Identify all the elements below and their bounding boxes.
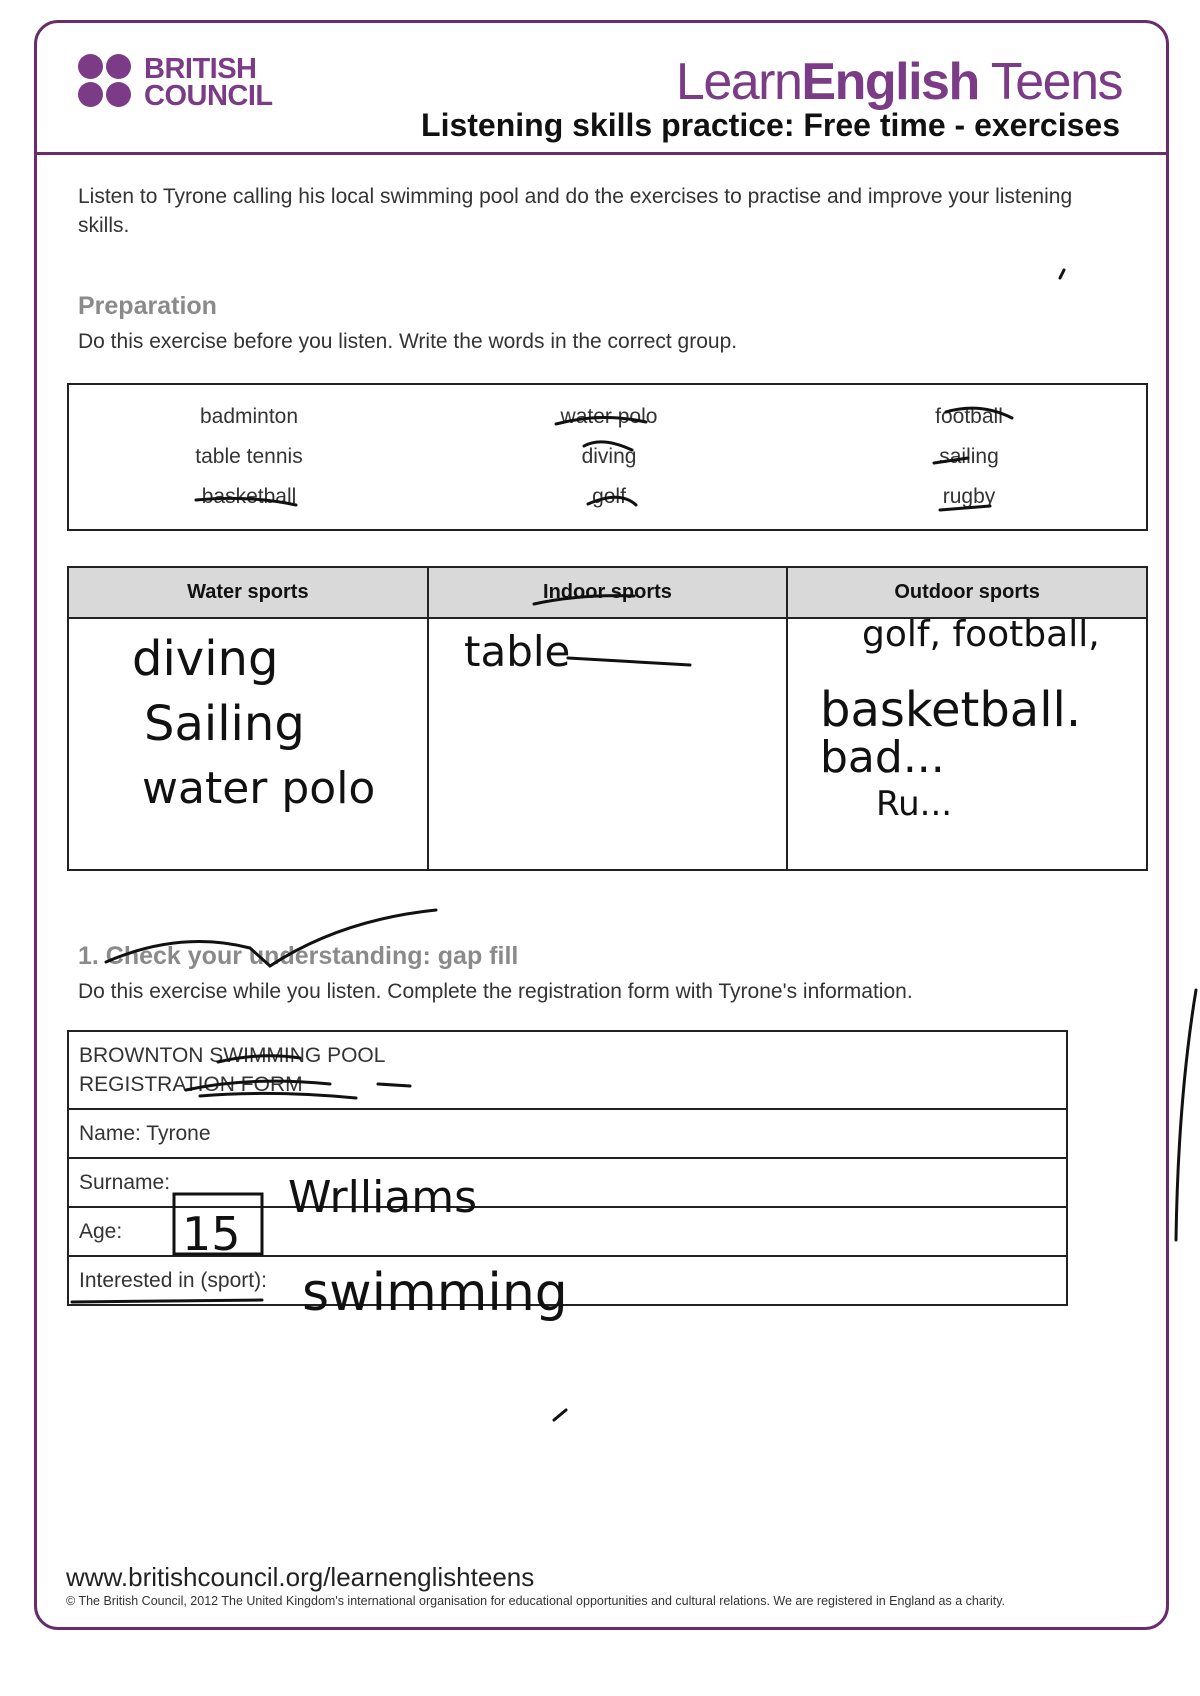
preparation-heading: Preparation xyxy=(78,292,217,320)
footer-copyright: © The British Council, 2012 The United Kingdom's international organisation for educational opportunities and cultural relations. We are registered in England as a charity. xyxy=(66,1594,1005,1608)
outdoor-sports-cell[interactable] xyxy=(787,618,1147,870)
hw-outdoor-2: basketball. xyxy=(820,682,1082,738)
form-row-age[interactable]: Age: xyxy=(68,1207,1067,1256)
british-council-logo: BRITISH COUNCIL xyxy=(78,52,278,112)
word-item: basketball xyxy=(201,485,297,508)
word-item: water polo xyxy=(560,405,658,428)
hw-surname: Wrlliams xyxy=(288,1172,478,1223)
hw-outdoor-3: bad... xyxy=(820,732,945,783)
word-bank xyxy=(67,383,1148,531)
word-item: badminton xyxy=(199,405,299,428)
intro-text: Listen to Tyrone calling his local swimming pool and do the exercises to practise and improve your listening skills. xyxy=(78,185,1073,237)
hw-outdoor-1: golf, football, xyxy=(862,614,1100,655)
learnenglish-teens-logo: LearnEnglish Teens xyxy=(675,53,1122,111)
word-item: golf xyxy=(592,485,626,508)
exercise1-heading: 1. Check your understanding: gap fill xyxy=(78,942,519,970)
footer-url[interactable]: www.britishcouncil.org/learnenglishteens xyxy=(66,1562,535,1592)
column-header-water: Water sports xyxy=(68,567,428,618)
word-item: sailing xyxy=(939,445,999,468)
column-header-indoor: Indoor sports xyxy=(428,567,788,618)
hw-outdoor-4: Ru... xyxy=(876,784,953,824)
preparation-instruction: Do this exercise before you listen. Write the words in the correct group. xyxy=(78,330,738,353)
page-title: Listening skills practice: Free time - exercises xyxy=(421,107,1120,143)
indoor-sports-cell[interactable] xyxy=(428,618,788,870)
hw-water-3: water polo xyxy=(142,763,376,814)
hw-indoor: table xyxy=(464,627,571,676)
form-row-sport[interactable]: Interested in (sport): xyxy=(68,1256,1067,1305)
word-item: diving xyxy=(581,445,637,468)
hw-water-2: Sailing xyxy=(144,696,305,752)
registration-form xyxy=(67,1030,1068,1306)
hw-age: 15 xyxy=(182,1207,241,1261)
form-title-cell: BROWNTON SWIMMING POOL REGISTRATION FORM xyxy=(68,1031,1067,1109)
word-item: rugby xyxy=(942,485,996,508)
word-item: football xyxy=(935,405,1003,428)
word-item: table tennis xyxy=(195,445,303,468)
form-row-surname[interactable]: Surname: xyxy=(68,1158,1067,1207)
header-divider xyxy=(36,152,1169,155)
form-row-name[interactable]: Name: Tyrone xyxy=(68,1109,1067,1158)
column-header-outdoor: Outdoor sports xyxy=(787,567,1147,618)
margin-mark xyxy=(1176,990,1196,1240)
exercise1-instruction: Do this exercise while you listen. Complete the registration form with Tyrone's information. xyxy=(78,980,913,1003)
sorting-table xyxy=(67,566,1148,871)
hw-water-1: diving xyxy=(132,631,279,687)
hw-sport: swimming xyxy=(302,1263,568,1323)
water-sports-cell[interactable] xyxy=(68,618,428,870)
